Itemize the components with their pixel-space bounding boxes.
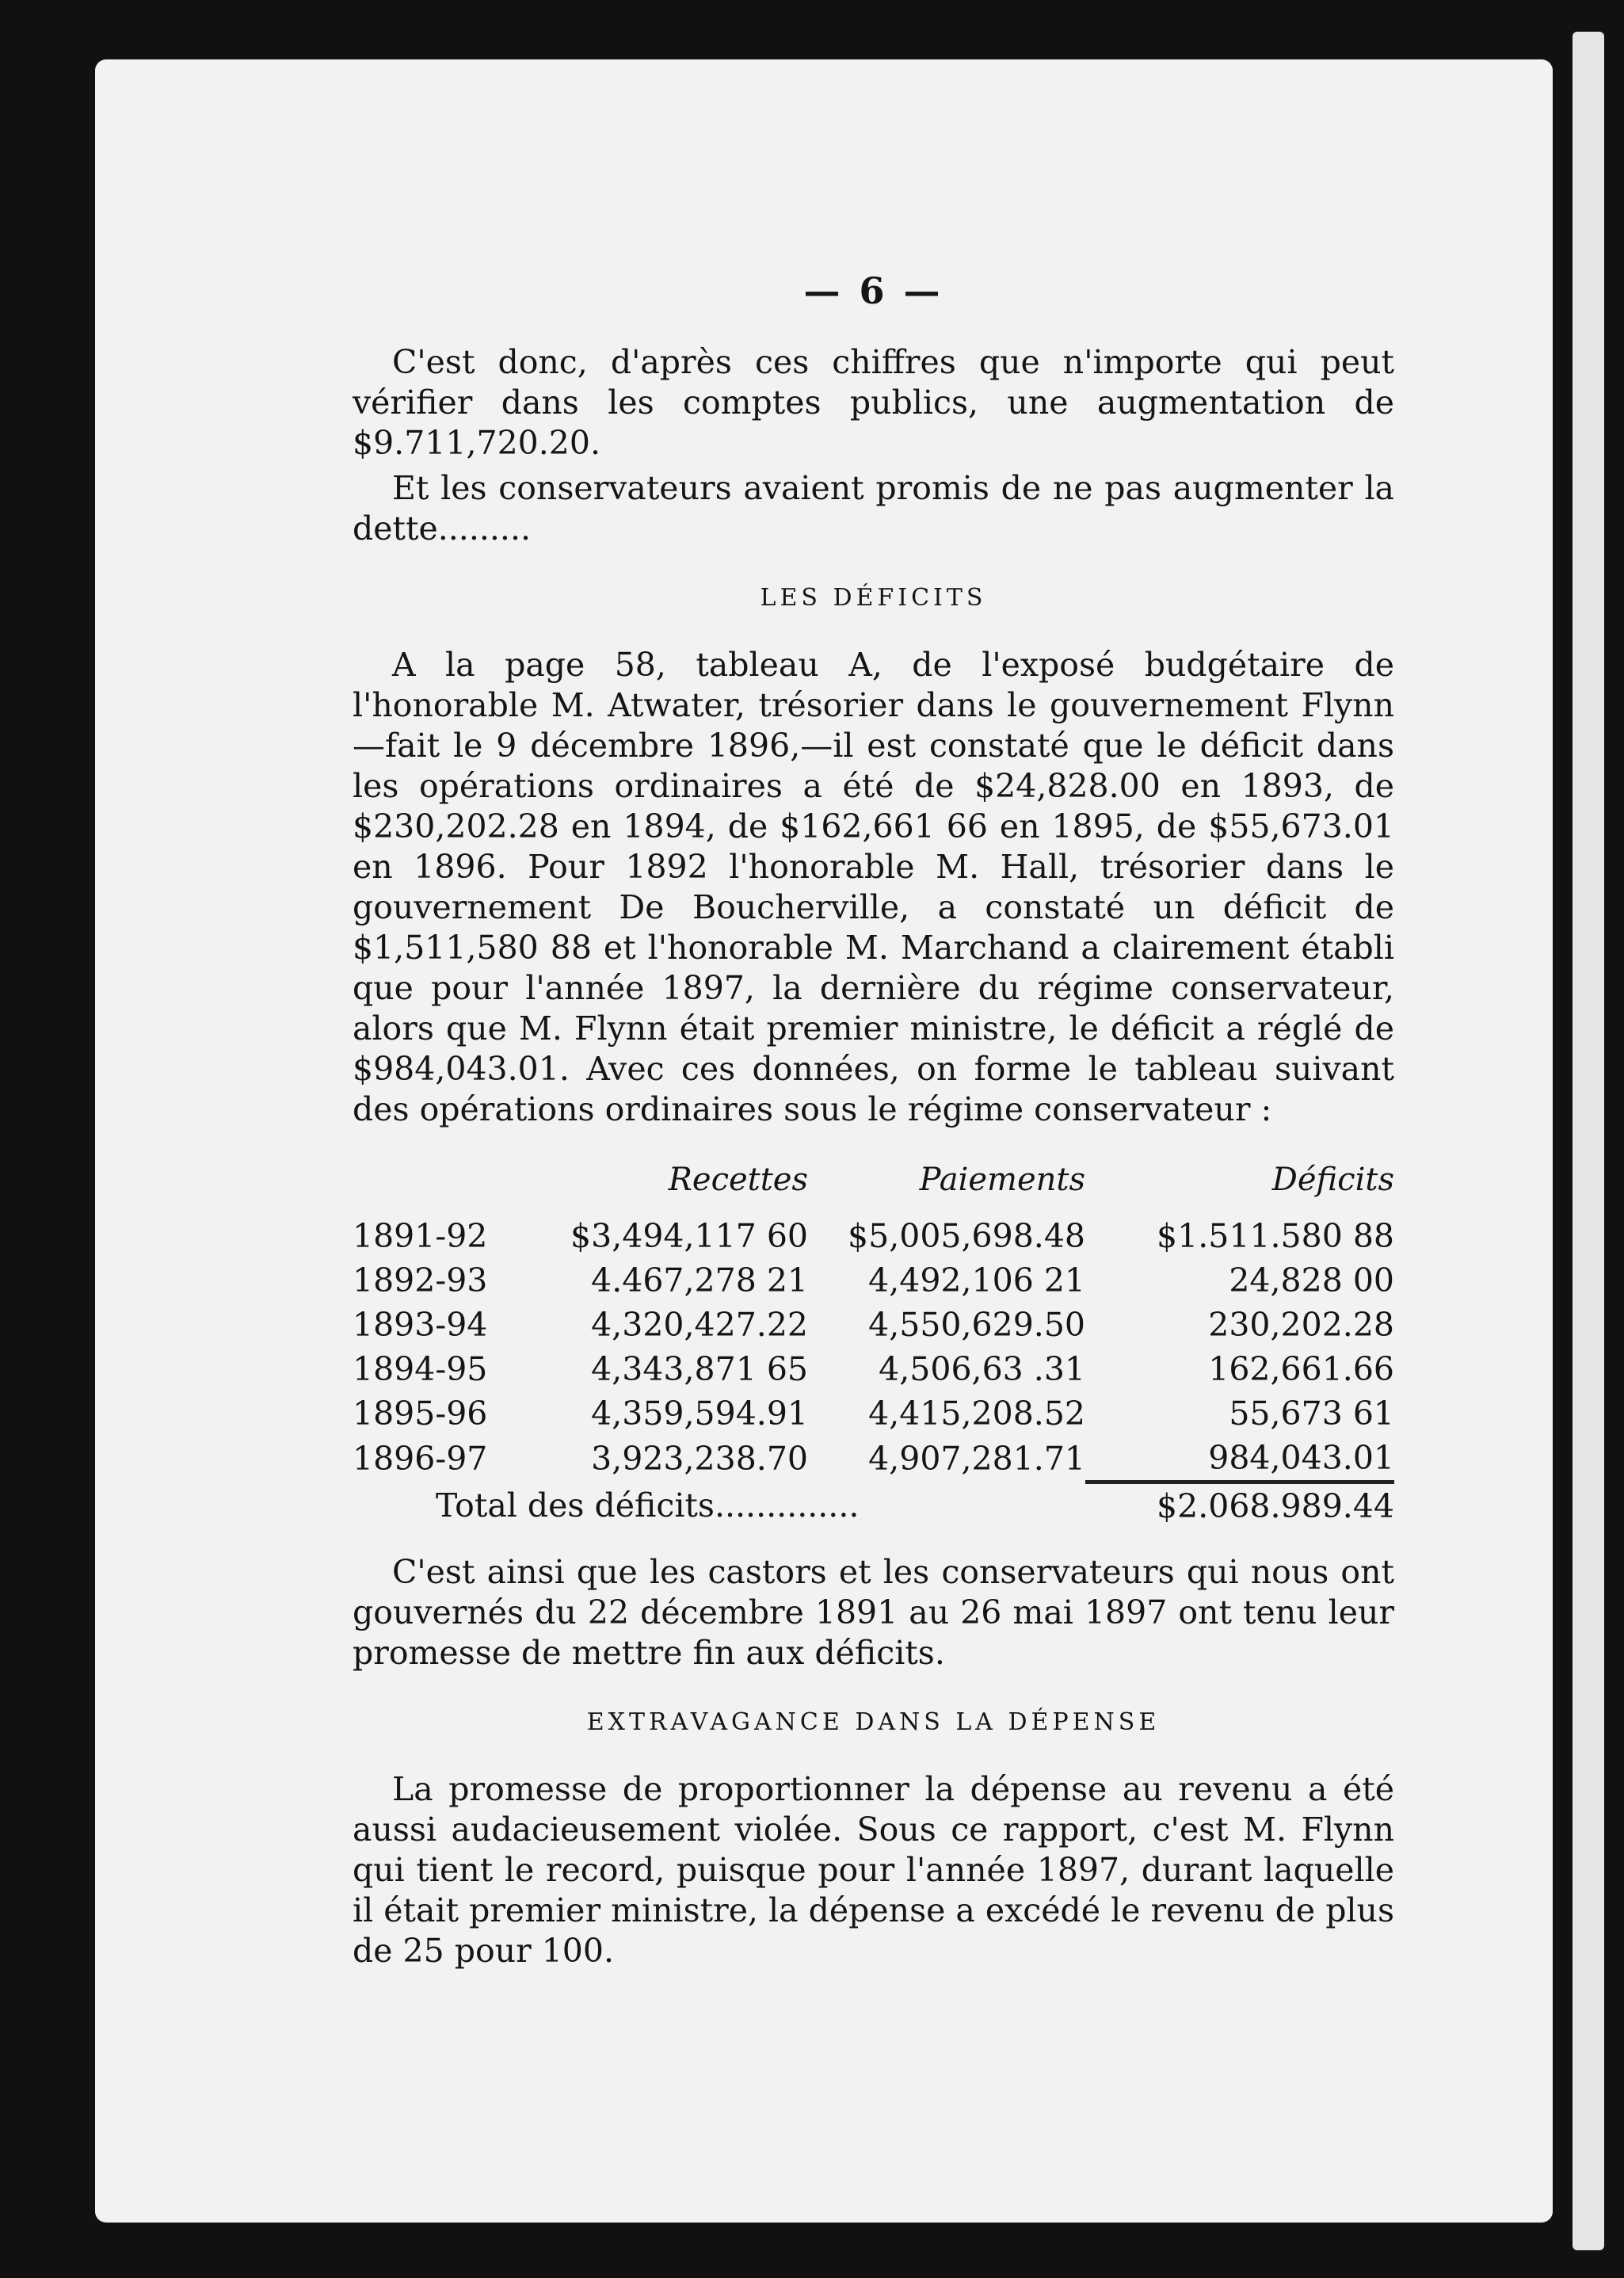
row-paiements: 4,492,106 21	[868, 1261, 1085, 1299]
deficits-table	[353, 1162, 1394, 1528]
intro-paragraph-1: C'est donc, d'après ces chiffres que n'importe qui peut vérifier dans les comptes publics, une augmentation de $9.711,720.20.	[353, 343, 1394, 462]
table-row	[353, 1436, 1394, 1482]
extravagance-paragraph: La promesse de proportionner la dépense au revenu a été aussi audacieusement violée. Sous ce rapport, c'est M. Flynn qui tient le record, puisque pour l'année 1897, durant laquelle il était premier ministre, la dépense a excédé le revenu de plus de 25 pour 100.	[353, 1770, 1394, 1970]
row-recettes: $3,494,117 60	[570, 1217, 808, 1255]
page-number: — 6 —	[803, 269, 944, 312]
row-paiements: 4,415,208.52	[868, 1395, 1085, 1433]
row-year: 1891-92	[353, 1217, 488, 1255]
intro-paragraph-2: Et les conservateurs avaient promis de ne pas augmenter la dette.........	[353, 469, 1394, 548]
row-deficits: 984,043.01	[1208, 1439, 1394, 1477]
table-row	[353, 1391, 1394, 1436]
after-table-paragraph: C'est ainsi que les castors et les conservateurs qui nous ont gouvernés du 22 décembre 1891 au 26 mai 1897 ont tenu leur promesse de mettre fin aux déficits.	[353, 1553, 1394, 1672]
row-recettes: 4,359,594.91	[591, 1395, 808, 1433]
table-header-row	[353, 1162, 1394, 1214]
row-deficits: $1.511.580 88	[1157, 1217, 1394, 1255]
section-title-deficits: LES DÉFICITS	[760, 584, 987, 612]
page-content	[353, 269, 1394, 1976]
row-year: 1896-97	[353, 1440, 488, 1479]
header-paiements: Paiements	[919, 1162, 1085, 1198]
table-row	[353, 1214, 1394, 1258]
row-deficits: 162,661.66	[1208, 1350, 1394, 1388]
table-row	[353, 1347, 1394, 1391]
row-paiements: 4,550,629.50	[868, 1306, 1085, 1344]
row-recettes: 4.467,278 21	[591, 1261, 808, 1299]
adjacent-page-edge	[1573, 32, 1604, 2250]
header-deficits: Déficits	[1271, 1162, 1394, 1198]
table-row	[353, 1303, 1394, 1347]
row-paiements: 4,907,281.71	[868, 1440, 1085, 1479]
table-row	[353, 1258, 1394, 1303]
row-paiements: 4,506,63 .31	[879, 1350, 1085, 1388]
row-recettes: 4,320,427.22	[591, 1306, 808, 1344]
deficits-paragraph: A la page 58, tableau A, de l'exposé budgétaire de l'honorable M. Atwater, trésorier dans le gouvernement Flynn—fait le 9 décembre 1896,—il est constaté que le déficit dans les opérations ordinaires a été de $24,828.00 en 1893, de $230,202.28 en 1894, de $162,661 66 en 1895, de $55,673.01 en 1896. Pour 1892 l'honorable M. Hall, trésorier dans le gouvernement De Boucherville, a constaté un déficit de $1,511,580 88 et l'honorable M. Marchand a clairement établi que pour l'année 1897, la dernière du régime conservateur, alors que M. Flynn était premier ministre, le déficit a réglé de $984,043.01. Avec ces données, on forme le tableau suivant des opérations ordinaires sous le régime conservateur :	[353, 646, 1394, 1128]
row-year: 1894-95	[353, 1350, 488, 1388]
row-deficits: 55,673 61	[1229, 1395, 1394, 1433]
table-total-row	[353, 1482, 1394, 1529]
header-year	[353, 1162, 503, 1214]
row-deficits: 24,828 00	[1229, 1261, 1394, 1299]
total-label: Total des déficits..............	[436, 1486, 860, 1524]
header-recettes: Recettes	[668, 1162, 808, 1198]
row-recettes: 3,923,238.70	[591, 1440, 808, 1479]
row-paiements: $5,005,698.48	[848, 1217, 1085, 1255]
section-title-extravagance: EXTRAVAGANCE DANS LA DÉPENSE	[586, 1708, 1161, 1736]
row-year: 1895-96	[353, 1395, 488, 1433]
row-recettes: 4,343,871 65	[591, 1350, 808, 1388]
row-year: 1892-93	[353, 1261, 488, 1299]
row-year: 1893-94	[353, 1306, 488, 1344]
row-deficits: 230,202.28	[1208, 1306, 1394, 1344]
total-value: $2.068.989.44	[1085, 1482, 1394, 1529]
